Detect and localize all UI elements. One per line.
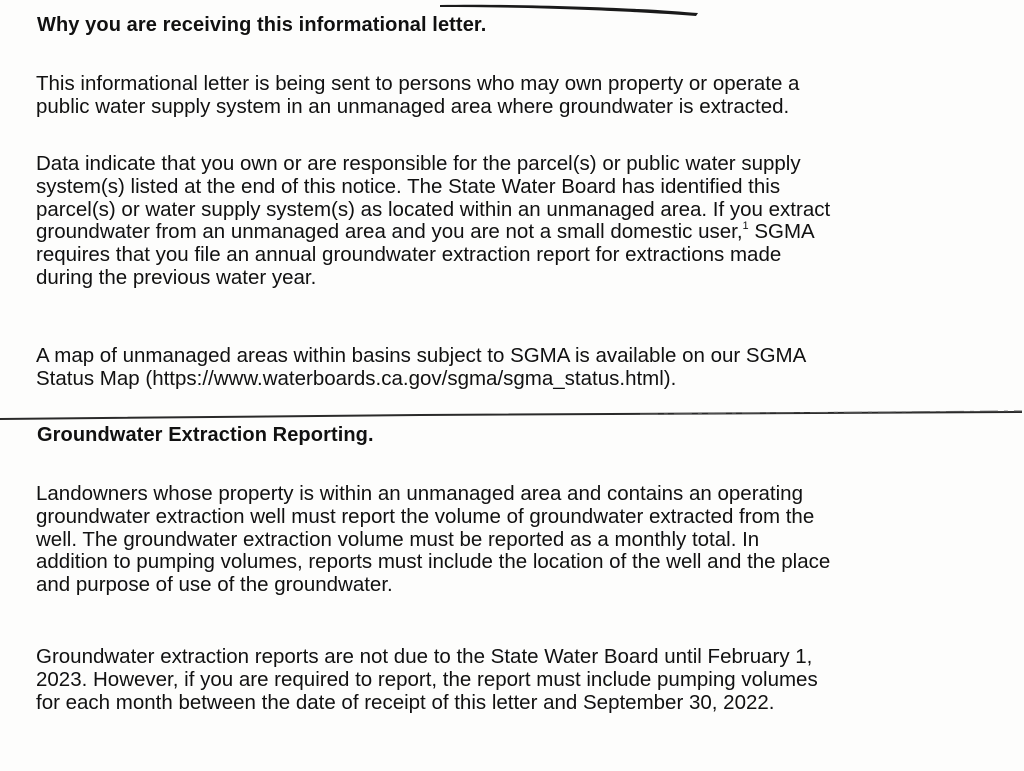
- text-line: well. The groundwater extraction volume must be reported as a monthly total. In: [36, 527, 760, 551]
- section-heading-reporting: Groundwater Extraction Reporting.: [37, 424, 374, 446]
- text-line: system(s) listed at the end of this notice. The State Water Board has identified this: [36, 174, 781, 198]
- section-heading-why: Why you are receiving this informational letter.: [37, 14, 487, 36]
- footnote-marker: 1: [742, 220, 749, 233]
- paragraph-data-indicate: [36, 153, 830, 290]
- paragraph-sgma-map: [36, 345, 806, 391]
- text-line-with-footnote: [36, 221, 830, 244]
- text-line: Status Map (https://www.waterboards.ca.gov/sgma/sgma_status.html).: [36, 366, 677, 390]
- paragraph-landowners: [36, 483, 830, 597]
- text-fragment: groundwater from an unmanaged area and you are not a small domestic user,: [36, 220, 743, 244]
- text-line: 2023. However, if you are required to report, the report must include pumping volumes: [36, 667, 818, 691]
- scan-divider-line: [0, 408, 1024, 422]
- text-line: requires that you file an annual groundwater extraction report for extractions made: [36, 243, 782, 267]
- text-line: during the previous water year.: [36, 265, 317, 289]
- text-line: and purpose of use of the groundwater.: [36, 573, 393, 597]
- paragraph-due-date: [36, 646, 818, 714]
- text-line: A map of unmanaged areas within basins subject to SGMA is available on our SGMA: [36, 344, 807, 367]
- paragraph-informational-letter: [36, 73, 799, 119]
- text-line: for each month between the date of receipt of this letter and September 30, 2022.: [36, 690, 775, 714]
- text-line: Landowners whose property is within an unmanaged area and contains an operating: [36, 482, 803, 505]
- text-line: parcel(s) or water supply system(s) as located within an unmanaged area. If you extract: [36, 197, 831, 221]
- text-line: addition to pumping volumes, reports must include the location of the well and the place: [36, 550, 831, 574]
- text-line: groundwater extraction well must report the volume of groundwater extracted from the: [36, 504, 815, 528]
- text-line: Groundwater extraction reports are not due to the State Water Board until February 1,: [36, 645, 813, 668]
- text-line: This informational letter is being sent to persons who may own property or operate a: [36, 72, 800, 95]
- text-fragment: SGMA: [748, 220, 815, 244]
- text-line: Data indicate that you own or are responsible for the parcel(s) or public water supply: [36, 152, 801, 175]
- text-line: public water supply system in an unmanaged area where groundwater is extracted.: [36, 94, 790, 118]
